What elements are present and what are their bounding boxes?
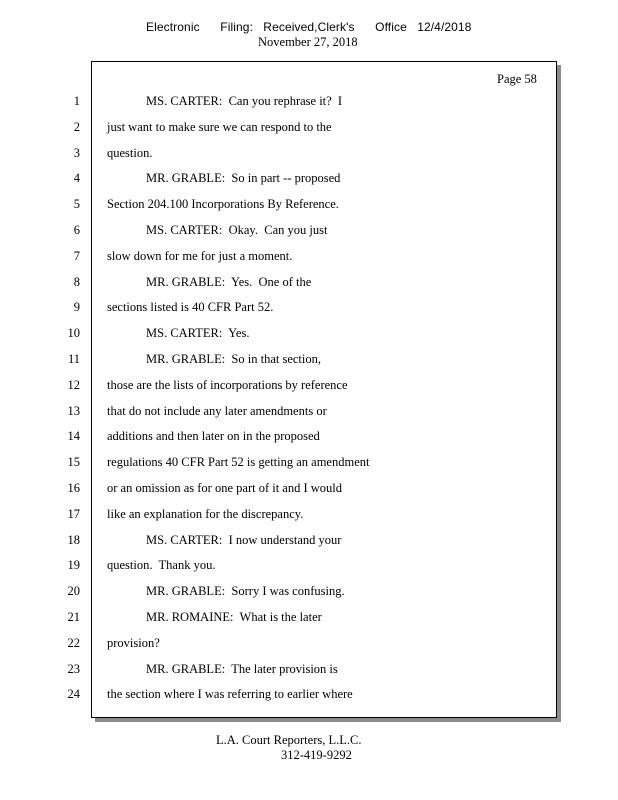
transcript-line-text: sections listed is 40 CFR Part 52.	[107, 300, 274, 314]
filing-stamp: Electronic Filing: Received,Clerk's Office 12/4/2018	[146, 20, 472, 34]
transcript-line-text: MS. CARTER: Yes.	[146, 326, 250, 340]
line-number: 24	[67, 687, 80, 701]
transcript-line-text: MR. ROMAINE: What is the later	[146, 610, 322, 624]
line-number: 23	[67, 662, 80, 676]
transcript-line-text: MS. CARTER: Okay. Can you just	[146, 223, 328, 237]
line-number: 22	[67, 636, 80, 650]
line-number: 9	[73, 300, 80, 314]
transcript-line-text: MR. GRABLE: So in part -- proposed	[146, 171, 341, 185]
court-reporter-name: L.A. Court Reporters, L.L.C.	[216, 733, 362, 747]
transcript-line-text: question. Thank you.	[107, 558, 216, 572]
line-number: 8	[73, 275, 80, 289]
transcript-line-text: just want to make sure we can respond to the	[107, 120, 332, 134]
line-number: 20	[67, 584, 80, 598]
transcript-line-text: MS. CARTER: Can you rephrase it? I	[146, 94, 343, 108]
line-number: 14	[67, 429, 80, 443]
line-number: 1	[73, 94, 80, 108]
transcript-line-text: MS. CARTER: I now understand your	[146, 533, 342, 547]
filing-date: November 27, 2018	[258, 35, 358, 49]
transcript-line-text: that do not include any later amendments or	[107, 404, 327, 418]
transcript-line-text: MR. GRABLE: Sorry I was confusing.	[146, 584, 345, 598]
transcript-line-text: Section 204.100 Incorporations By Reference.	[107, 197, 339, 211]
transcript-line-text: those are the lists of incorporations by reference	[107, 378, 348, 392]
line-number: 2	[73, 120, 80, 134]
line-number: 17	[67, 507, 80, 521]
line-number: 15	[67, 455, 80, 469]
line-number: 5	[73, 197, 80, 211]
transcript-line-text: MR. GRABLE: The later provision is	[146, 662, 338, 676]
transcript-line-text: provision?	[107, 636, 160, 650]
transcript-line-text: slow down for me for just a moment.	[107, 249, 293, 263]
transcript-line-text: or an omission as for one part of it and I would	[107, 481, 343, 495]
court-reporter-phone: 312-419-9292	[281, 748, 352, 762]
line-number: 11	[67, 352, 80, 366]
line-number: 7	[73, 249, 80, 263]
transcript-line-text: MR. GRABLE: So in that section,	[146, 352, 321, 366]
line-number: 10	[67, 326, 80, 340]
line-number: 3	[73, 146, 80, 160]
transcript-line-text: like an explanation for the discrepancy.	[107, 507, 304, 521]
line-number: 12	[67, 378, 80, 392]
transcript-line-text: the section where I was referring to earlier where	[107, 687, 353, 701]
transcript-line-text: question.	[107, 146, 153, 160]
page-number: Page 58	[497, 72, 537, 86]
line-number: 16	[67, 481, 80, 495]
line-number: 13	[67, 404, 80, 418]
line-number: 18	[67, 533, 80, 547]
line-number: 6	[73, 223, 80, 237]
line-number: 19	[67, 558, 80, 572]
transcript-line-text: regulations 40 CFR Part 52 is getting an amendment	[107, 455, 370, 469]
line-number: 4	[73, 171, 80, 185]
transcript-line-text: additions and then later on in the proposed	[107, 429, 320, 443]
transcript-line-text: MR. GRABLE: Yes. One of the	[146, 275, 312, 289]
line-number: 21	[67, 610, 80, 624]
